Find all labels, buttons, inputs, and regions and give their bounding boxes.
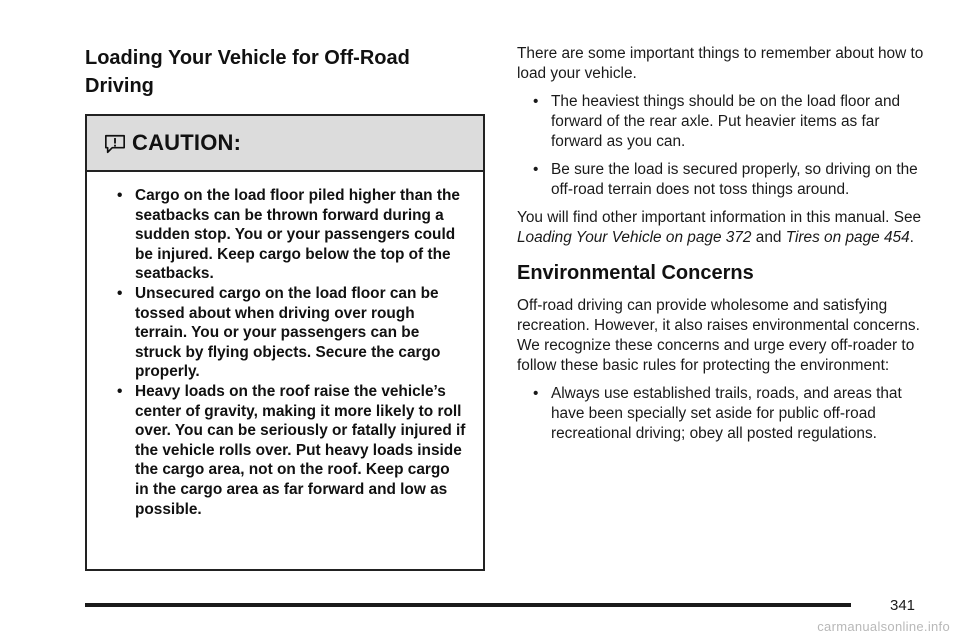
- caution-box: [85, 114, 485, 571]
- left-column: [85, 44, 490, 100]
- right-column: [517, 44, 932, 452]
- caution-item: [117, 382, 467, 519]
- caution-item: [117, 186, 467, 284]
- list-item-text: The heaviest things should be on the load floor and forward of the rear axle. Put heavier items as far forward as you can.: [551, 93, 901, 150]
- caution-list: [87, 172, 483, 519]
- intro-paragraph: There are some important things to remember about how to load your vehicle.: [517, 45, 924, 82]
- environmental-paragraph: Off-road driving can provide wholesome and satisfying recreation. However, it also raises environmental concerns. We recognize these concerns and urge every off-roader to follow these basic rules for protecting the environment:: [517, 297, 920, 374]
- bullet-icon: •: [117, 382, 123, 400]
- loading-bullets: [517, 92, 932, 200]
- caution-icon: [104, 133, 126, 155]
- list-item: [533, 160, 932, 200]
- caution-item-text: Unsecured cargo on the load floor can be tossed about when driving over rough terrain. You or your passengers can be struck by flying objects. Secure the cargo properly.: [135, 284, 441, 381]
- tires-link[interactable]: Tires on page 454: [785, 229, 910, 246]
- watermark: carmanualsonline.info: [817, 619, 950, 634]
- more-info-paragraph: [517, 208, 932, 248]
- environmental-concerns-title: Environmental Concerns: [517, 262, 754, 284]
- caution-header: [87, 116, 483, 172]
- section-title-line2: Driving: [85, 75, 154, 97]
- loading-vehicle-link[interactable]: Loading Your Vehicle on page 372: [517, 229, 752, 246]
- bullet-icon: •: [533, 161, 539, 178]
- caution-item: [117, 284, 467, 382]
- bullet-icon: •: [117, 284, 123, 302]
- list-item: [533, 384, 932, 444]
- more-info-text-a: You will find other important information in this manual. See: [517, 209, 922, 226]
- environmental-bullets: [517, 384, 932, 444]
- bullet-icon: •: [533, 385, 539, 402]
- caution-item-text: Cargo on the load floor piled higher than the seatbacks can be thrown forward during a sudden stop. You or your passengers could be injured. Keep cargo below the top of the seatbacks.: [135, 187, 460, 283]
- footer-rule: [85, 603, 851, 607]
- more-info-text-b: and: [751, 229, 786, 246]
- caution-item-text: Heavy loads on the roof raise the vehicle’s center of gravity, making it more likely to roll over. You can be seriously or fatally injured if the vehicle rolls over. Put heavy loads inside the cargo area, not on the roof. Keep cargo in the cargo area as far forward and low as possible.: [135, 382, 466, 518]
- bullet-icon: •: [533, 93, 539, 110]
- list-item-text: Always use established trails, roads, and areas that have been specially set aside for public off-road recreational driving; obey all posted regulations.: [551, 385, 902, 442]
- section-title: [85, 44, 490, 100]
- list-item-text: Be sure the load is secured properly, so driving on the off-road terrain does not toss things around.: [551, 161, 918, 198]
- section-title-line1: Loading Your Vehicle for Off-Road: [85, 47, 410, 69]
- bullet-icon: •: [117, 187, 123, 204]
- page-number: 341: [890, 597, 916, 614]
- more-info-text-c: .: [909, 229, 914, 246]
- caution-title: CAUTION:: [132, 130, 242, 155]
- list-item: [533, 92, 932, 152]
